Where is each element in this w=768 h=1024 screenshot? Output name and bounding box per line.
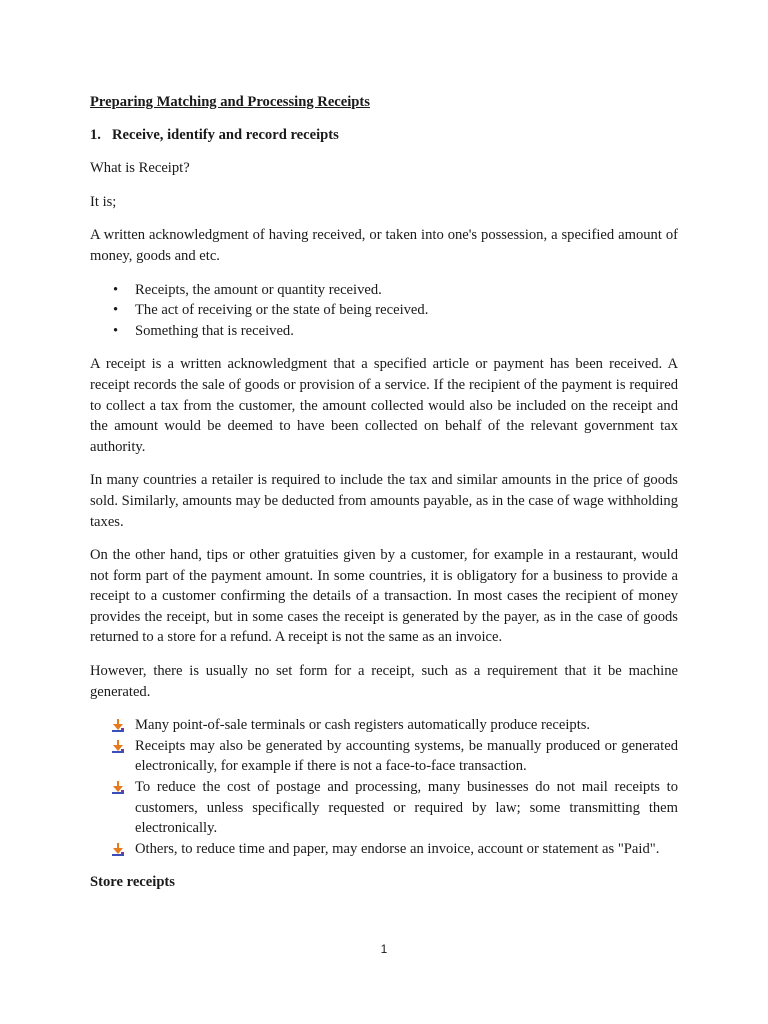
arrow-list-item [90,715,678,736]
store-receipts-heading: Store receipts [90,874,175,891]
arrow-item-text: To reduce the cost of postage and processing, many businesses do not mail receipts to customers, unless specifically requested or required by law; some transmitting them electronically. [135,779,678,837]
paragraph-tips: On the other hand, tips or other gratuities given by a customer, for example in a restaurant, would not form part of the payment amount. In some countries, it is obligatory for a business to provide a receipt to a customer confirming the details of a transaction. In most cases the recipient of money provides the receipt, but in some cases the receipt is generated by the payer, as in the case of goods returned to a store for a refund. A receipt is not the same as an invoice. [90,547,678,646]
section-heading-text: Receive, identify and record receipts [112,126,339,143]
arrow-list-item [90,839,678,860]
paragraph-no-set-form: However, there is usually no set form for a receipt, such as a requirement that it be machine generated. [90,663,678,700]
page-number: 1 [380,942,388,956]
bullet-text: Something that is received. [135,322,294,339]
bullet-dot: • [113,302,119,319]
arrow-item-text: Others, to reduce time and paper, may endorse an invoice, account or statement as "Paid". [135,840,660,857]
bullet-item [90,300,678,321]
bullet-dot: • [113,281,119,298]
bullet-item [90,280,678,301]
section-number: 1. [90,126,101,143]
bullet-dot: • [113,322,119,339]
bullet-text: Receipts, the amount or quantity received. [135,281,382,298]
section-heading [90,125,678,146]
arrow-item-text: Many point-of-sale terminals or cash registers automatically produce receipts. [135,717,591,734]
arrow-list-item [90,777,678,839]
document-page [90,92,678,893]
arrow-bullet-icon [112,843,124,856]
arrow-list-item [90,736,678,777]
arrow-bullet-icon [112,740,124,753]
arrow-item-text: Receipts may also be generated by accounting systems, be manually produced or generated electronically, for example if there is not a face-to-face transaction. [135,737,678,775]
arrow-bullet-icon [112,781,124,794]
paragraph-receipt-definition: A receipt is a written acknowledgment that a specified article or payment has been received. A receipt records the sale of goods or provision of a service. If the recipient of the payment is required to collect a tax from the customer, the amount collected would also be included on the receipt and the amount would be deemed to have been collected on behalf of the relevant government tax authority. [90,356,678,455]
bullet-text: The act of receiving or the state of being received. [135,302,429,319]
arrow-list [90,715,678,859]
question-text: What is Receipt? [90,160,190,177]
bullet-list [90,280,678,342]
document-title: Preparing Matching and Processing Receipts [90,94,370,110]
intro-text: It is; [90,193,117,210]
paragraph-tax: In many countries a retailer is required to include the tax and similar amounts in the price of goods sold. Similarly, amounts may be deducted from amounts payable, as in the case of wage withholding taxes. [90,472,678,530]
definition-paragraph: A written acknowledgment of having received, or taken into one's possession, a specified amount of money, goods and etc. [90,227,678,264]
bullet-item [90,321,678,342]
arrow-bullet-icon [112,719,124,732]
